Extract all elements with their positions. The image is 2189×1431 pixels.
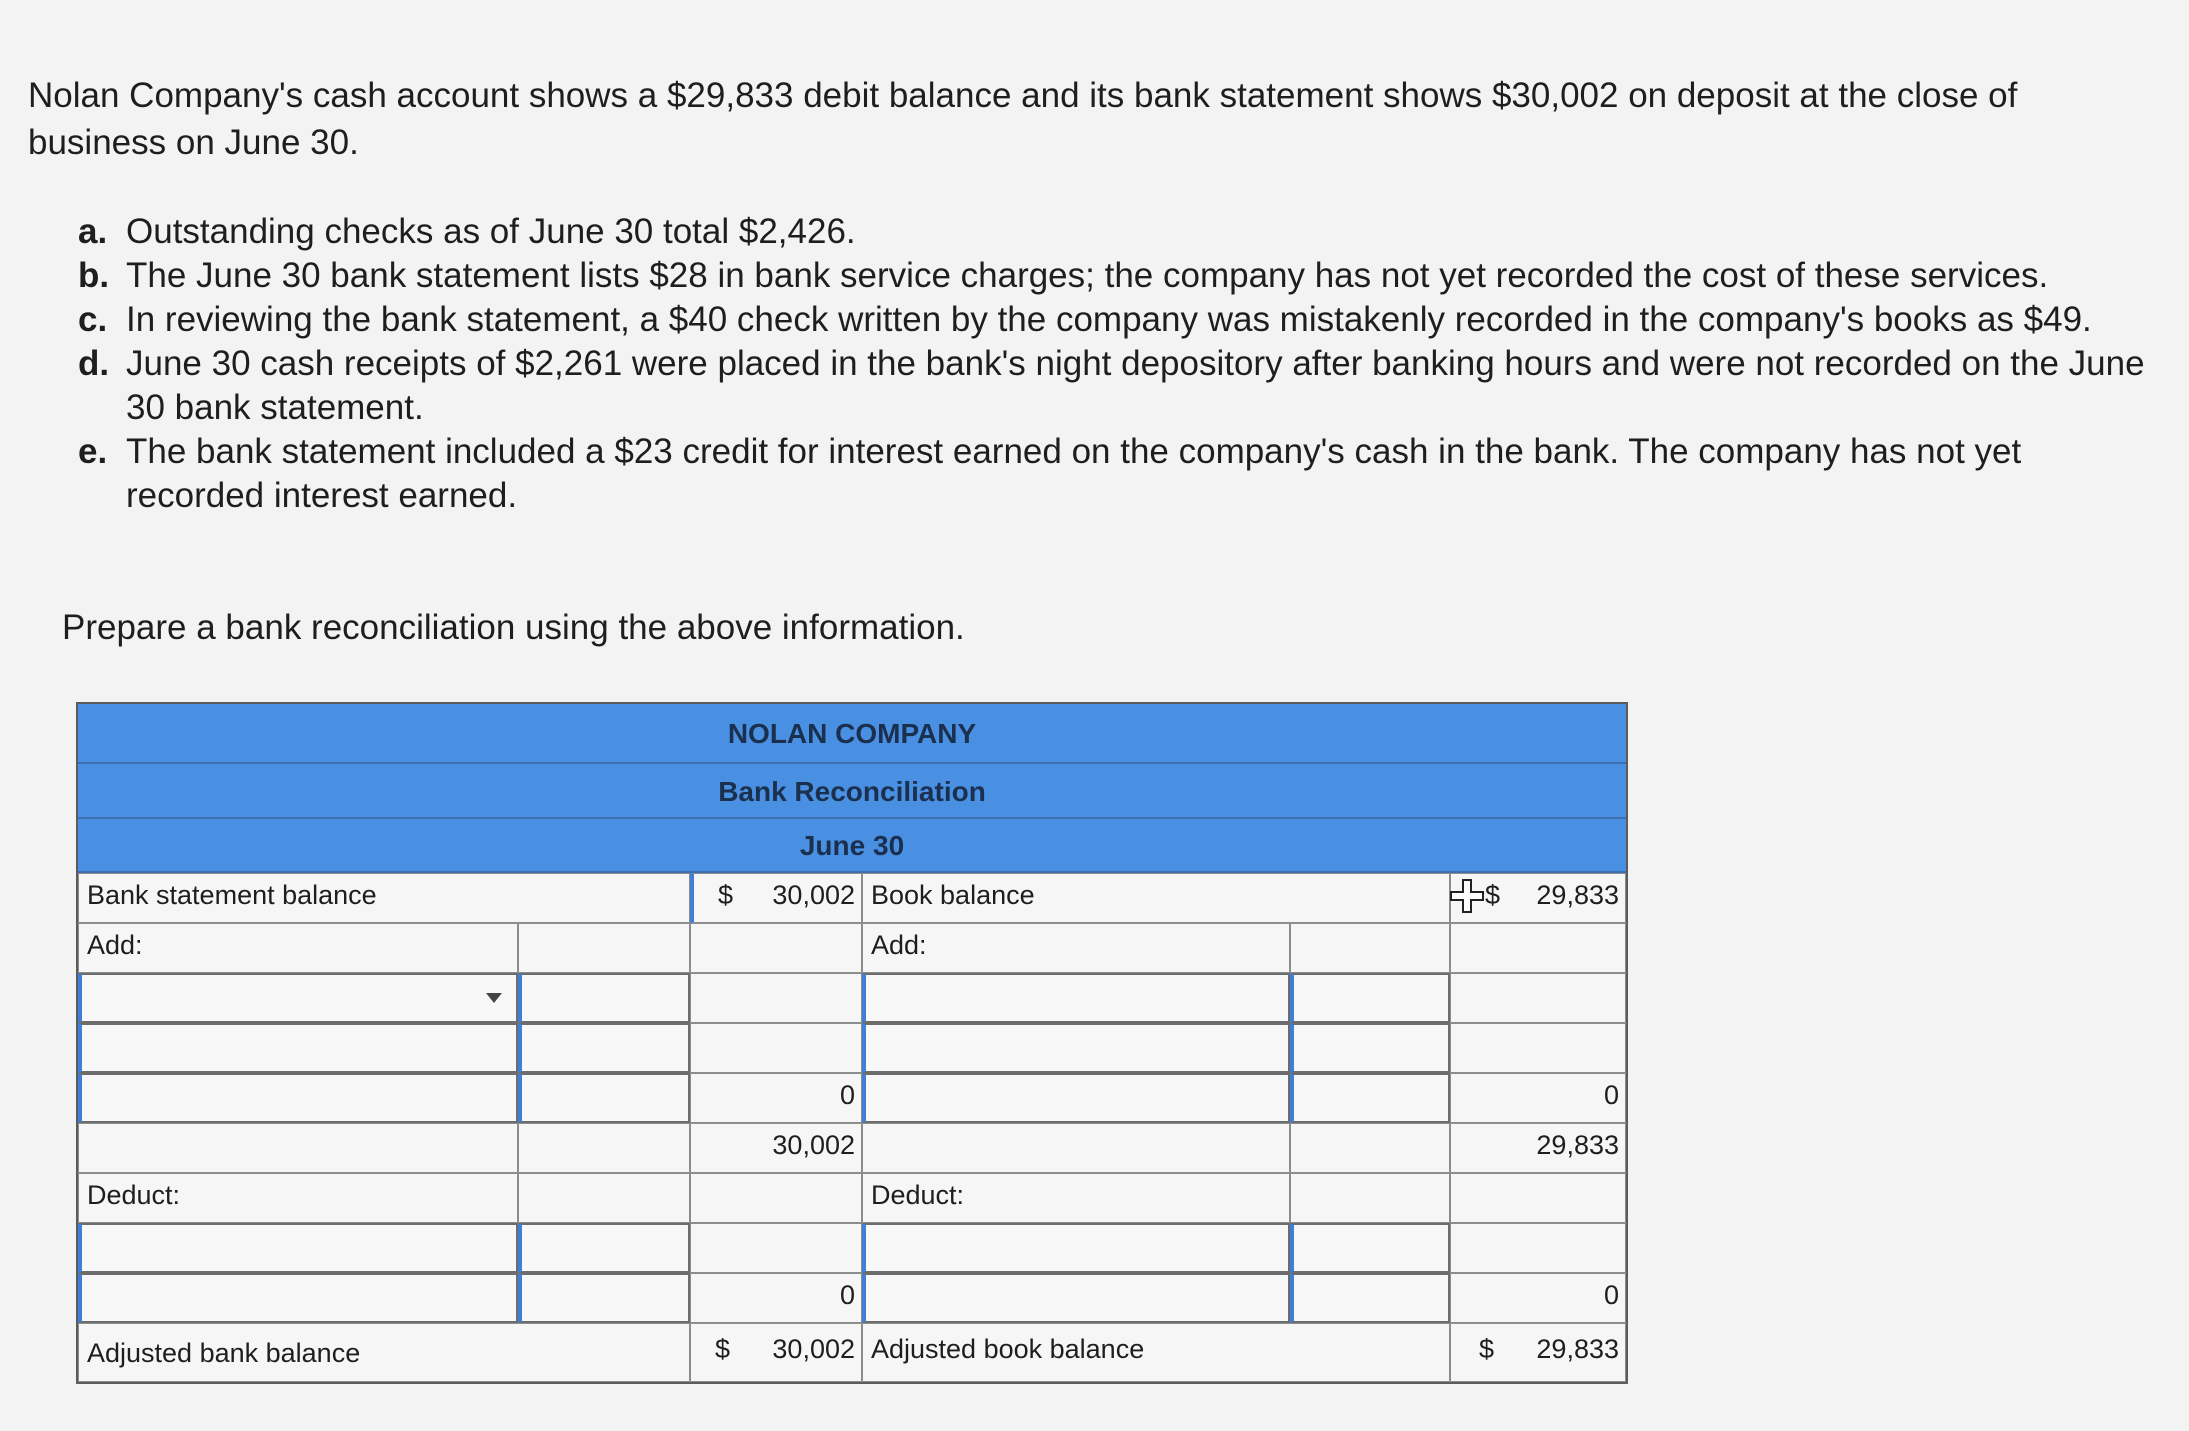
- book-deduct-item-1-amount[interactable]: [1290, 1223, 1450, 1273]
- item-letter: d.: [78, 344, 110, 383]
- item-letter: a.: [78, 212, 108, 251]
- problem-items: [78, 210, 2168, 518]
- bank-deduct-subtotal: 0: [690, 1273, 862, 1323]
- book-add-item-3-select[interactable]: [862, 1073, 1290, 1123]
- book-deduct-label: Deduct:: [862, 1173, 1290, 1223]
- item-text: The bank statement included a $23 credit for interest earned on the company's cash in the bank. The company has not yet recorded interest earned.: [126, 432, 2022, 515]
- book-add-item-1-amount[interactable]: [1290, 973, 1450, 1023]
- bank-deduct-blank-col: [690, 1223, 862, 1273]
- company-name-header: NOLAN COMPANY: [78, 704, 1626, 764]
- item-letter: c.: [78, 300, 108, 339]
- bank-add-label: Add:: [78, 923, 518, 973]
- bank-statement-balance-value: [690, 873, 862, 923]
- adjusted-book-balance-value: [1450, 1323, 1626, 1382]
- book-deduct-item-2-select[interactable]: [862, 1273, 1290, 1323]
- bank-add-subtotal: 0: [690, 1073, 862, 1123]
- bank-add-total-blank: [690, 923, 862, 973]
- item-text: In reviewing the bank statement, a $40 check written by the company was mistakenly recorded in the company's books as $49.: [126, 300, 2092, 339]
- task-prompt: Prepare a bank reconciliation using the above information.: [62, 608, 965, 647]
- bank-add-item-1-select[interactable]: [78, 973, 518, 1023]
- book-add-subtotal: 0: [1450, 1073, 1626, 1123]
- problem-intro: Nolan Company's cash account shows a $29,833 debit balance and its bank statement shows $30,002 on deposit at the close of business on June 30.: [28, 76, 2018, 162]
- book-add-total-blank: [1450, 923, 1626, 973]
- bank-after-add-total: 30,002: [690, 1123, 862, 1173]
- book-deduct-blank: [1290, 1173, 1450, 1223]
- adjusted-bank-balance-value: [690, 1323, 862, 1382]
- item-text: Outstanding checks as of June 30 total $2,426.: [126, 212, 856, 251]
- book-deduct-item-1-select[interactable]: [862, 1223, 1290, 1273]
- bank-deduct-total-blank: [690, 1173, 862, 1223]
- bank-add-item-3-select[interactable]: [78, 1073, 518, 1123]
- item-text: June 30 cash receipts of $2,261 were placed in the bank's night depository after banking hours and were not recorded on the June 30 bank statement.: [126, 344, 2145, 427]
- book-balance-value: [1450, 873, 1626, 923]
- bank-reconciliation-table: [76, 702, 1628, 1384]
- book-total-blank: [1290, 1123, 1450, 1173]
- statement-title-header: Bank Reconciliation: [78, 764, 1626, 819]
- bank-deduct-item-1-select[interactable]: [78, 1223, 518, 1273]
- bank-deduct-blank: [518, 1173, 690, 1223]
- book-add-label: Add:: [862, 923, 1290, 973]
- bank-deduct-label: Deduct:: [78, 1173, 518, 1223]
- book-add-blank: [1290, 923, 1450, 973]
- list-item: [78, 342, 2168, 430]
- bank-add-item-3-amount[interactable]: [518, 1073, 690, 1123]
- bank-add-blank: [518, 923, 690, 973]
- book-add-item-2-amount[interactable]: [1290, 1023, 1450, 1073]
- bank-statement-balance-label: Bank statement balance: [78, 873, 690, 923]
- bank-deduct-item-1-amount[interactable]: [518, 1223, 690, 1273]
- dollar-sign: $: [1479, 1334, 1495, 1364]
- dollar-sign: $: [1485, 880, 1501, 910]
- book-deduct-total-blank: [1450, 1173, 1626, 1223]
- bank-deduct-item-2-select[interactable]: [78, 1273, 518, 1323]
- amount: 30,002: [772, 880, 855, 910]
- book-add-item-3-amount[interactable]: [1290, 1073, 1450, 1123]
- book-add-blank-col: [1450, 1023, 1626, 1073]
- amount: 29,833: [1536, 1334, 1619, 1364]
- list-item: [78, 210, 2168, 254]
- book-add-item-1-select[interactable]: [862, 973, 1290, 1023]
- statement-date-header: June 30: [78, 819, 1626, 873]
- item-text: The June 30 bank statement lists $28 in bank service charges; the company has not yet recorded the cost of these services.: [126, 256, 2049, 295]
- book-balance-label: Book balance: [862, 873, 1450, 923]
- book-deduct-item-2-amount[interactable]: [1290, 1273, 1450, 1323]
- bank-add-blank-col: [690, 973, 862, 1023]
- bank-add-item-2-amount[interactable]: [518, 1023, 690, 1073]
- bank-total-blank: [78, 1123, 518, 1173]
- move-cursor-icon: [1449, 878, 1485, 921]
- book-add-item-2-select[interactable]: [862, 1023, 1290, 1073]
- item-letter: b.: [78, 256, 110, 295]
- list-item: [78, 430, 2168, 518]
- amount: 30,002: [772, 1334, 855, 1364]
- adjusted-book-balance-label: Adjusted book balance: [862, 1323, 1450, 1382]
- dollar-sign: $: [718, 880, 734, 910]
- list-item: [78, 298, 2168, 342]
- book-deduct-blank-col: [1450, 1223, 1626, 1273]
- book-total-blank: [862, 1123, 1290, 1173]
- item-letter: e.: [78, 432, 108, 471]
- chevron-down-icon: [486, 993, 502, 1003]
- book-deduct-subtotal: 0: [1450, 1273, 1626, 1323]
- amount: 29,833: [1536, 880, 1619, 910]
- book-after-add-total: 29,833: [1450, 1123, 1626, 1173]
- bank-add-item-2-select[interactable]: [78, 1023, 518, 1073]
- bank-deduct-item-2-amount[interactable]: [518, 1273, 690, 1323]
- dollar-sign: $: [715, 1334, 731, 1364]
- adjusted-bank-balance-label: Adjusted bank balance: [78, 1323, 690, 1382]
- list-item: [78, 254, 2168, 298]
- book-add-blank-col: [1450, 973, 1626, 1023]
- bank-total-blank: [518, 1123, 690, 1173]
- bank-add-blank-col: [690, 1023, 862, 1073]
- bank-add-item-1-amount[interactable]: [518, 973, 690, 1023]
